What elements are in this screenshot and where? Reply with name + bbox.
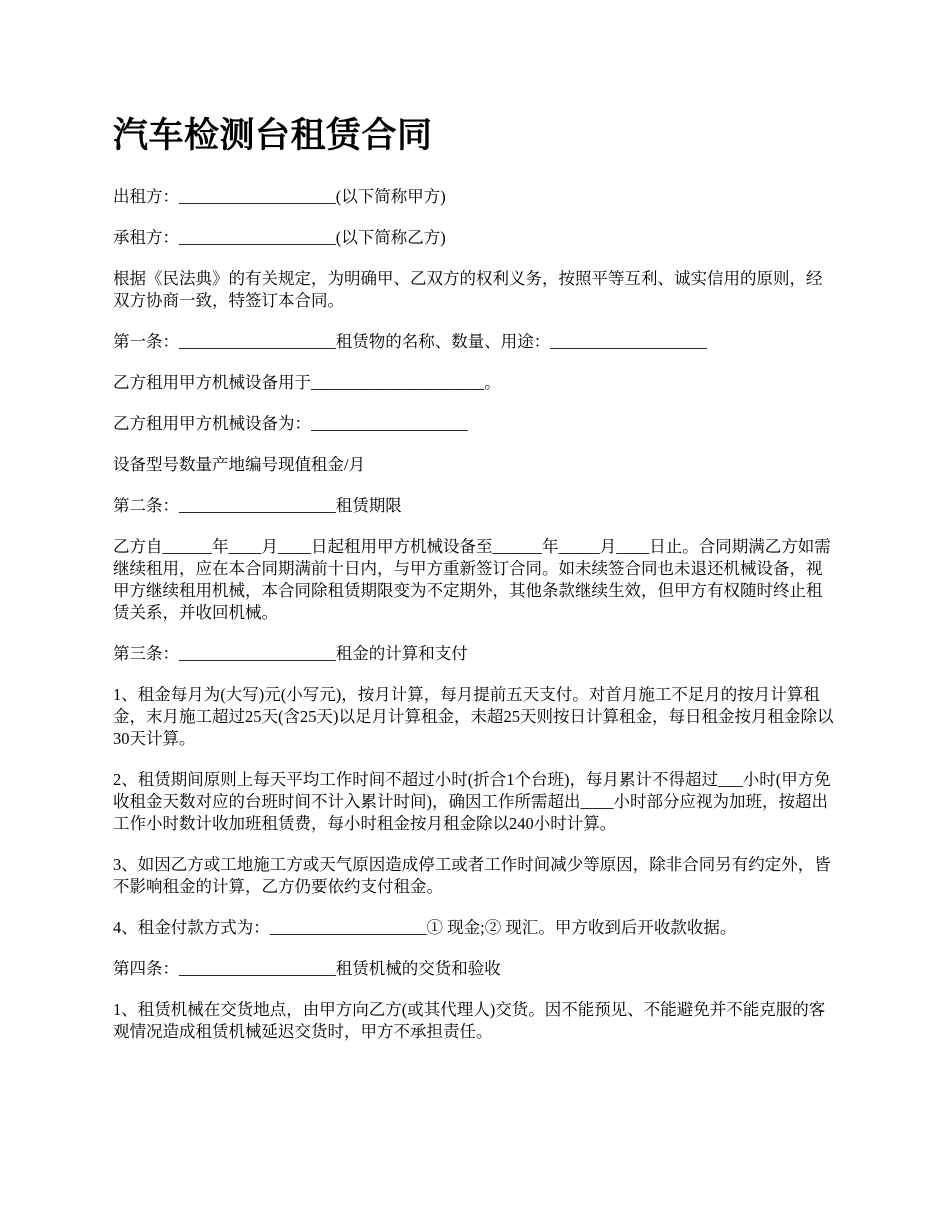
- article-1-heading: 第一条：___________________租赁物的名称、数量、用途：___________________: [113, 332, 707, 351]
- party-b-line: 承租方：___________________(以下简称乙方): [113, 228, 446, 247]
- lease-term-paragraph: 乙方自______年____月____日起租用甲方机械设备至______年_____月____日止。合同期满乙方如需继续租用，应在本合同期满前十日内，与甲方重新签订合同。如未续签合同也未退还机械设备，视甲方继续租用机械，本合同除租赁期限变为不定期外，其他条款继续生效，但甲方有权随时终止租赁关系，并收回机械。: [113, 537, 831, 622]
- article-4-heading: 第四条：___________________租赁机械的交货和验收: [113, 959, 501, 978]
- rent-clause-3: 3、如因乙方或工地施工方或天气原因造成停工或者工作时间减少等原因，除非合同另有约定外，皆不影响租金的计算，乙方仍要依约支付租金。: [113, 855, 831, 896]
- equipment-columns-line: 设备型号数量产地编号现值租金/月: [113, 455, 366, 474]
- delivery-clause-1: 1、租赁机械在交货地点，由甲方向乙方(或其代理人)交货。因不能预见、不能避免并不能克服的客观情况造成租赁机械延迟交货时，甲方不承担责任。: [113, 1000, 826, 1041]
- article-3-heading: 第三条：___________________租金的计算和支付: [113, 644, 468, 663]
- rent-clause-4: 4、租金付款方式为：___________________① 现金;② 现汇。甲方收到后开收款收据。: [113, 918, 737, 937]
- equipment-usage-line: 乙方租用甲方机械设备用于_____________________。: [113, 373, 501, 392]
- rent-clause-1: 1、租金每月为(大写)元(小写元)，按月计算，每月提前五天支付。对首月施工不足月的按月计算租金，末月施工超过25天(含25天)以足月计算租金，未超25天则按日计算租金，每日租金按月租金除以30天计算。: [113, 685, 834, 748]
- article-2-heading: 第二条：___________________租赁期限: [113, 496, 402, 515]
- document-title: 汽车检测台租赁合同: [113, 116, 433, 156]
- rent-clause-2: 2、租赁期间原则上每天平均工作时间不超过小时(折合1个台班)，每月累计不得超过___小时(甲方免收租金天数对应的台班时间不计入累计时间)，确因工作所需超出____小时部分应视为加班，按超出工作小时数计收加班租赁费，每小时租金按月租金除以240小时计算。: [113, 770, 831, 833]
- equipment-list-line: 乙方租用甲方机械设备为：___________________: [113, 414, 468, 433]
- preamble-paragraph: 根据《民法典》的有关规定，为明确甲、乙双方的权利义务，按照平等互利、诚实信用的原则，经双方协商一致，特签订本合同。: [113, 269, 823, 310]
- party-a-line: 出租方：___________________(以下简称甲方): [113, 187, 446, 206]
